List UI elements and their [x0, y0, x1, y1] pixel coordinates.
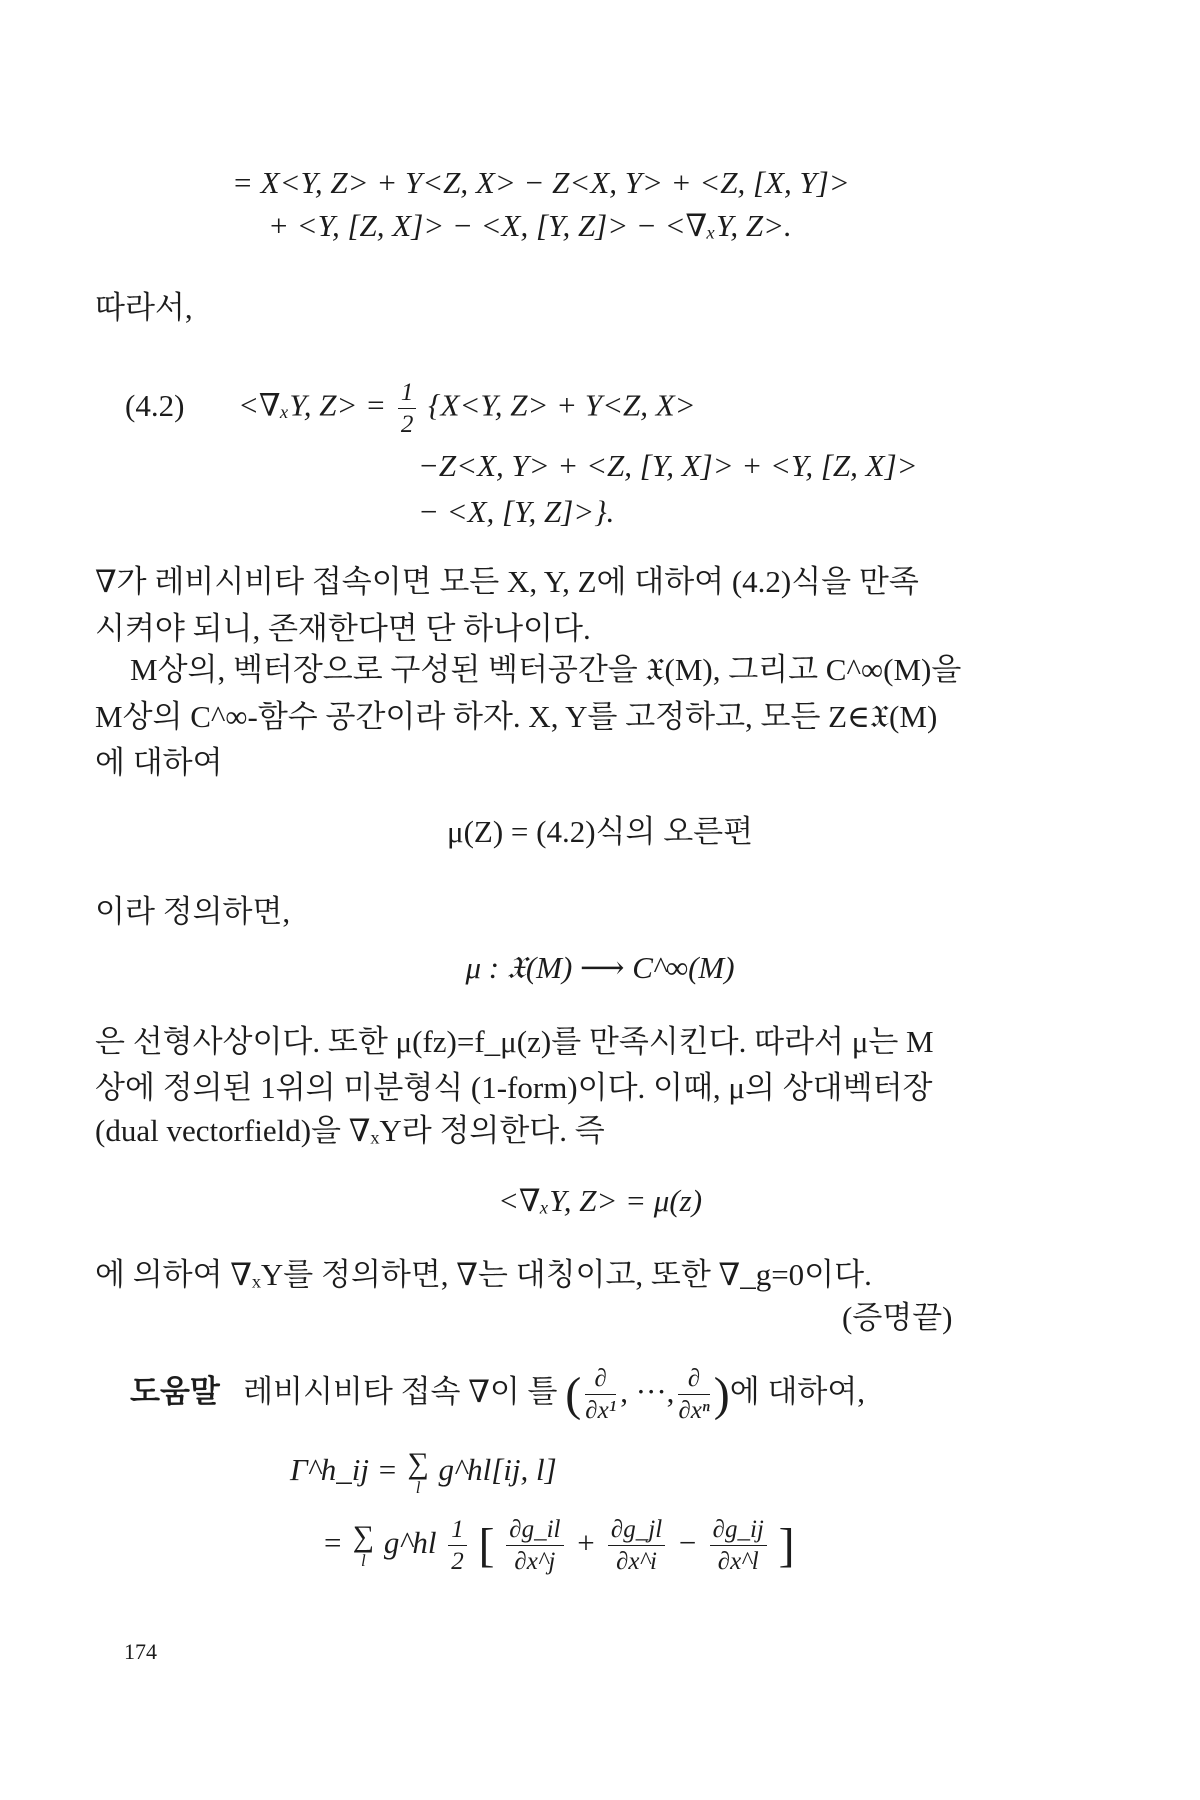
remark-label: 도움말	[130, 1374, 220, 1410]
christoffel-rhs-1: g^hl[ij, l]	[438, 1452, 557, 1487]
plus-sign: +	[575, 1525, 597, 1560]
fraction-denominator: 2	[400, 411, 414, 438]
christoffel-lhs: Γ^h_ij =	[290, 1452, 398, 1487]
fraction-numerator: 1	[398, 380, 417, 409]
partial-term-3	[710, 1517, 767, 1574]
defined-as-text: 이라 정의하면,	[95, 894, 291, 929]
therefore-text: 따라서,	[95, 290, 193, 325]
dual-vector-equation: <∇ₓY, Z> = μ(z)	[497, 1183, 703, 1218]
metric-inverse: g^hl	[383, 1525, 437, 1560]
equation-4-2-line-2: −Z<X, Y> + <Z, [Y, X]> + <Y, [Z, X]>	[418, 448, 918, 483]
fraction-denominator: ∂x¹	[585, 1397, 617, 1425]
left-paren: (	[565, 1367, 582, 1421]
remark-text-start: 레비시비타 접속 ∇이 틀	[243, 1374, 558, 1409]
fraction-numerator: ∂g_jl	[608, 1517, 665, 1546]
paragraph-2-line-2: M상의 C^∞-함수 공간이라 하자. X, Y를 고정하고, 모든 Z∈𝔛(M)	[95, 699, 938, 734]
fraction-denominator: ∂x^l	[717, 1548, 759, 1576]
minus-sign: −	[676, 1525, 698, 1560]
one-half-fraction	[448, 1517, 467, 1574]
partial-term-2	[608, 1517, 665, 1574]
paragraph-4-line-1: 에 의하여 ∇ₓY를 정의하면, ∇는 대칭이고, 또한 ∇_g=0이다.	[95, 1257, 872, 1292]
fraction-numerator: ∂g_il	[506, 1517, 563, 1546]
fraction-numerator: ∂	[678, 1366, 709, 1395]
fraction-denominator: 2	[451, 1548, 464, 1576]
right-bracket: ]	[778, 1518, 795, 1572]
equation-4-2-lhs: <∇ₓY, Z> =	[238, 387, 387, 423]
equation-line-1: = X<Y, Z> + Y<Z, X> − Z<X, Y> + <Z, [X, Y]>	[232, 165, 850, 200]
partial-term-1	[506, 1517, 563, 1574]
fraction-denominator: ∂x^i	[616, 1548, 658, 1576]
fraction-numerator: ∂g_ij	[710, 1517, 767, 1546]
qed-marker: (증명끝)	[842, 1300, 953, 1335]
equation-4-2-rhs-start: {X<Y, Z> + Y<Z, X>	[428, 387, 696, 423]
equation-line-2: + <Y, [Z, X]> − <X, [Y, Z]> − <∇ₓY, Z>.	[268, 208, 792, 243]
right-paren: )	[713, 1367, 730, 1421]
ellipsis: , ···,	[620, 1374, 675, 1409]
page-number: 174	[124, 1639, 157, 1664]
fraction-denominator: ∂xⁿ	[678, 1397, 710, 1425]
fraction-numerator: ∂	[585, 1366, 616, 1395]
paragraph-3-line-2: 상에 정의된 1위의 미분형식 (1-form)이다. 이때, μ의 상대벡터장	[95, 1070, 933, 1105]
summation-symbol: ∑ l	[407, 1447, 429, 1498]
partial-x1-fraction	[585, 1366, 616, 1423]
paragraph-2-line-3: 에 대하여	[95, 745, 223, 780]
mu-definition-equation: μ(Z) = (4.2)식의 오른편	[446, 814, 754, 849]
equation-4-2-label: (4.2)	[125, 388, 185, 423]
mu-map-equation: μ : 𝔛(M) ⟶ C^∞(M)	[465, 950, 735, 985]
christoffel-line-1	[290, 1440, 557, 1500]
remark-text-end: 에 대하여,	[729, 1374, 866, 1409]
paragraph-1-line-2: 시켜야 되니, 존재한다면 단 하나이다.	[95, 611, 591, 646]
paragraph-1-line-1: ∇가 레비시비타 접속이면 모든 X, Y, Z에 대하여 (4.2)식을 만족	[95, 564, 919, 599]
equation-4-2-line-3: − <X, [Y, Z]>}.	[418, 494, 615, 529]
paragraph-3-line-3: (dual vectorfield)을 ∇ₓY라 정의한다. 즉	[95, 1113, 605, 1148]
partial-xn-fraction	[678, 1366, 709, 1423]
equals-sign: =	[322, 1525, 343, 1560]
paragraph-3-line-1: 은 선형사상이다. 또한 μ(fz)=f_μ(z)를 만족시킨다. 따라서 μ는 M	[95, 1024, 934, 1059]
fraction-denominator: ∂x^j	[514, 1548, 556, 1576]
summation-symbol: ∑ l	[352, 1520, 375, 1571]
equation-4-2-line-1	[238, 380, 696, 437]
remark-line	[130, 1362, 865, 1425]
paragraph-2-line-1: M상의, 벡터장으로 구성된 벡터공간을 𝔛(M), 그리고 C^∞(M)을	[130, 652, 962, 687]
left-bracket: [	[478, 1518, 495, 1572]
summation-index: l	[415, 1478, 421, 1498]
fraction-numerator: 1	[448, 1517, 467, 1546]
christoffel-line-2	[322, 1508, 795, 1581]
summation-index: l	[361, 1551, 366, 1571]
one-half-fraction	[398, 380, 417, 437]
